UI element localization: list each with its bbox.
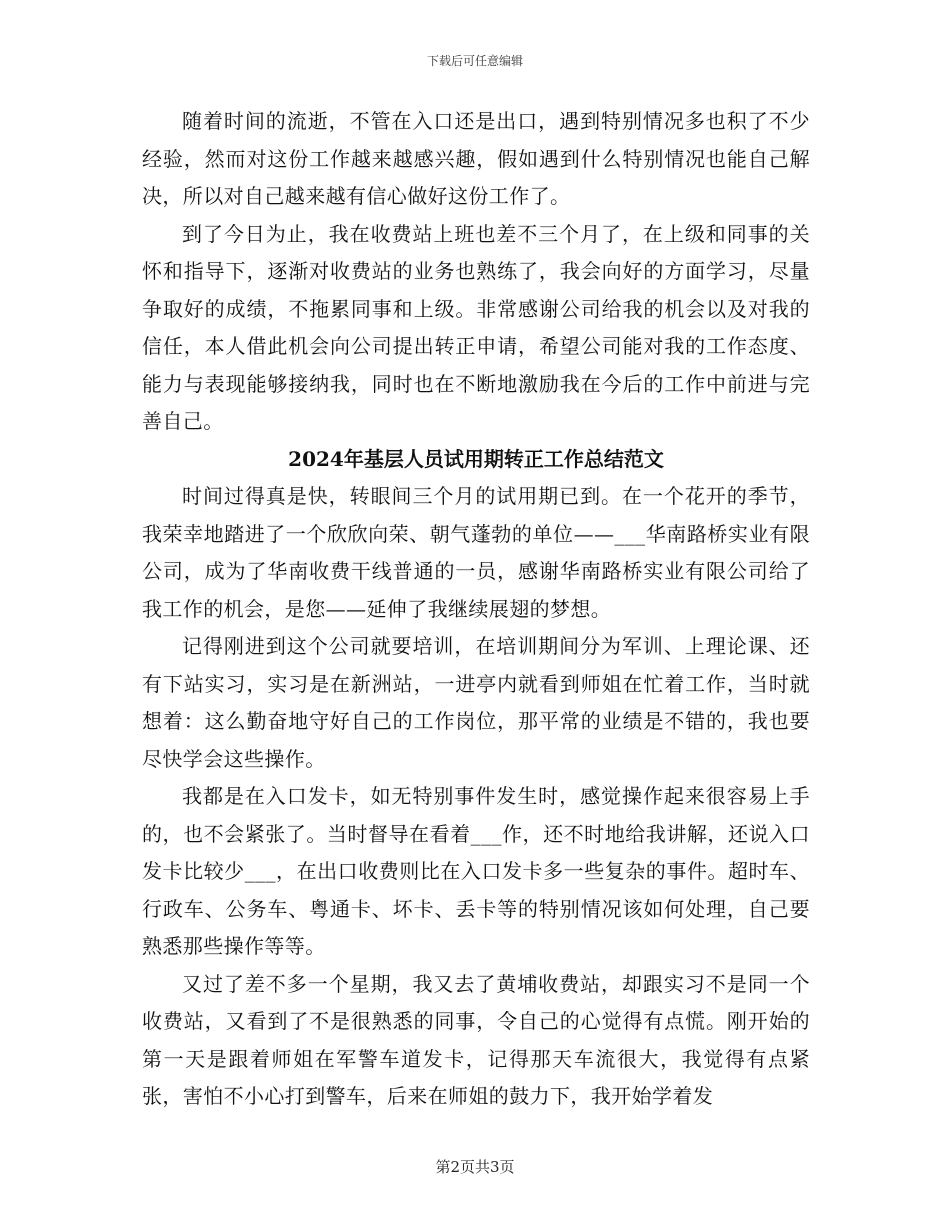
header-note: 下载后可任意编辑	[426, 54, 523, 68]
page-number: 第2页共3页	[435, 1158, 515, 1176]
paragraph: 时间过得真是快，转眼间三个月的试用期已到。在一个花开的季节，我荣幸地踏进了一个欣欣向荣、朝气蓬勃的单位——___华南路桥实业有限公司，成为了华南收费干线普通的一员，感谢华南路桥实业有限公司给了我工作的机会，是您——延伸了我继续展翅的梦想。	[142, 484, 810, 621]
paragraph: 又过了差不多一个星期，我又去了黄埔收费站，却跟实习不是同一个收费站，又看到了不是很熟悉的同事，令自己的心觉得有点慌。刚开始的第一天是跟着师姐在军警车道发卡，记得那天车流很大，我觉得有点紧张，害怕不小心打到警车，后来在师姐的鼓力下，我开始学着发	[142, 971, 810, 1108]
paragraph: 记得刚进到这个公司就要培训，在培训期间分为军训、上理论课、还有下站实习，实习是在新洲站，一进亭内就看到师姐在忙着工作，当时就想着：这么勤奋地守好自己的工作岗位，那平常的业绩是不错的，我也要尽快学会这些操作。	[142, 634, 810, 771]
paragraph: 到了今日为止，我在收费站上班也差不三个月了，在上级和同事的关怀和指导下，逐渐对收费站的业务也熟练了，我会向好的方面学习，尽量争取好的成绩，不拖累同事和上级。非常感谢公司给我的机会以及对我的信任，本人借此机会向公司提出转正申请，希望公司能对我的工作态度、能力与表现能够接纳我，同时也在不断地激励我在今后的工作中前进与完善自己。	[142, 221, 810, 433]
paragraph: 随着时间的流逝，不管在入口还是出口，遇到特别情况多也积了不少经验，然而对这份工作越来越感兴趣，假如遇到什么特别情况也能自己解决，所以对自己越来越有信心做好这份工作了。	[142, 109, 810, 208]
document-body	[142, 103, 810, 1116]
paragraph: 我都是在入口发卡，如无特别事件发生时，感觉操作起来很容易上手的，也不会紧张了。当时督导在看着___作，还不时地给我讲解，还说入口发卡比较少___，在出口收费则比在入口发卡多一些复杂的事件。超时车、行政车、公务车、粤通卡、坏卡、丢卡等的特别情况该如何处理，自己要熟悉那些操作等等。	[142, 784, 810, 958]
section-title: 2024年基层人员试用期转正工作总结范文	[288, 446, 664, 471]
